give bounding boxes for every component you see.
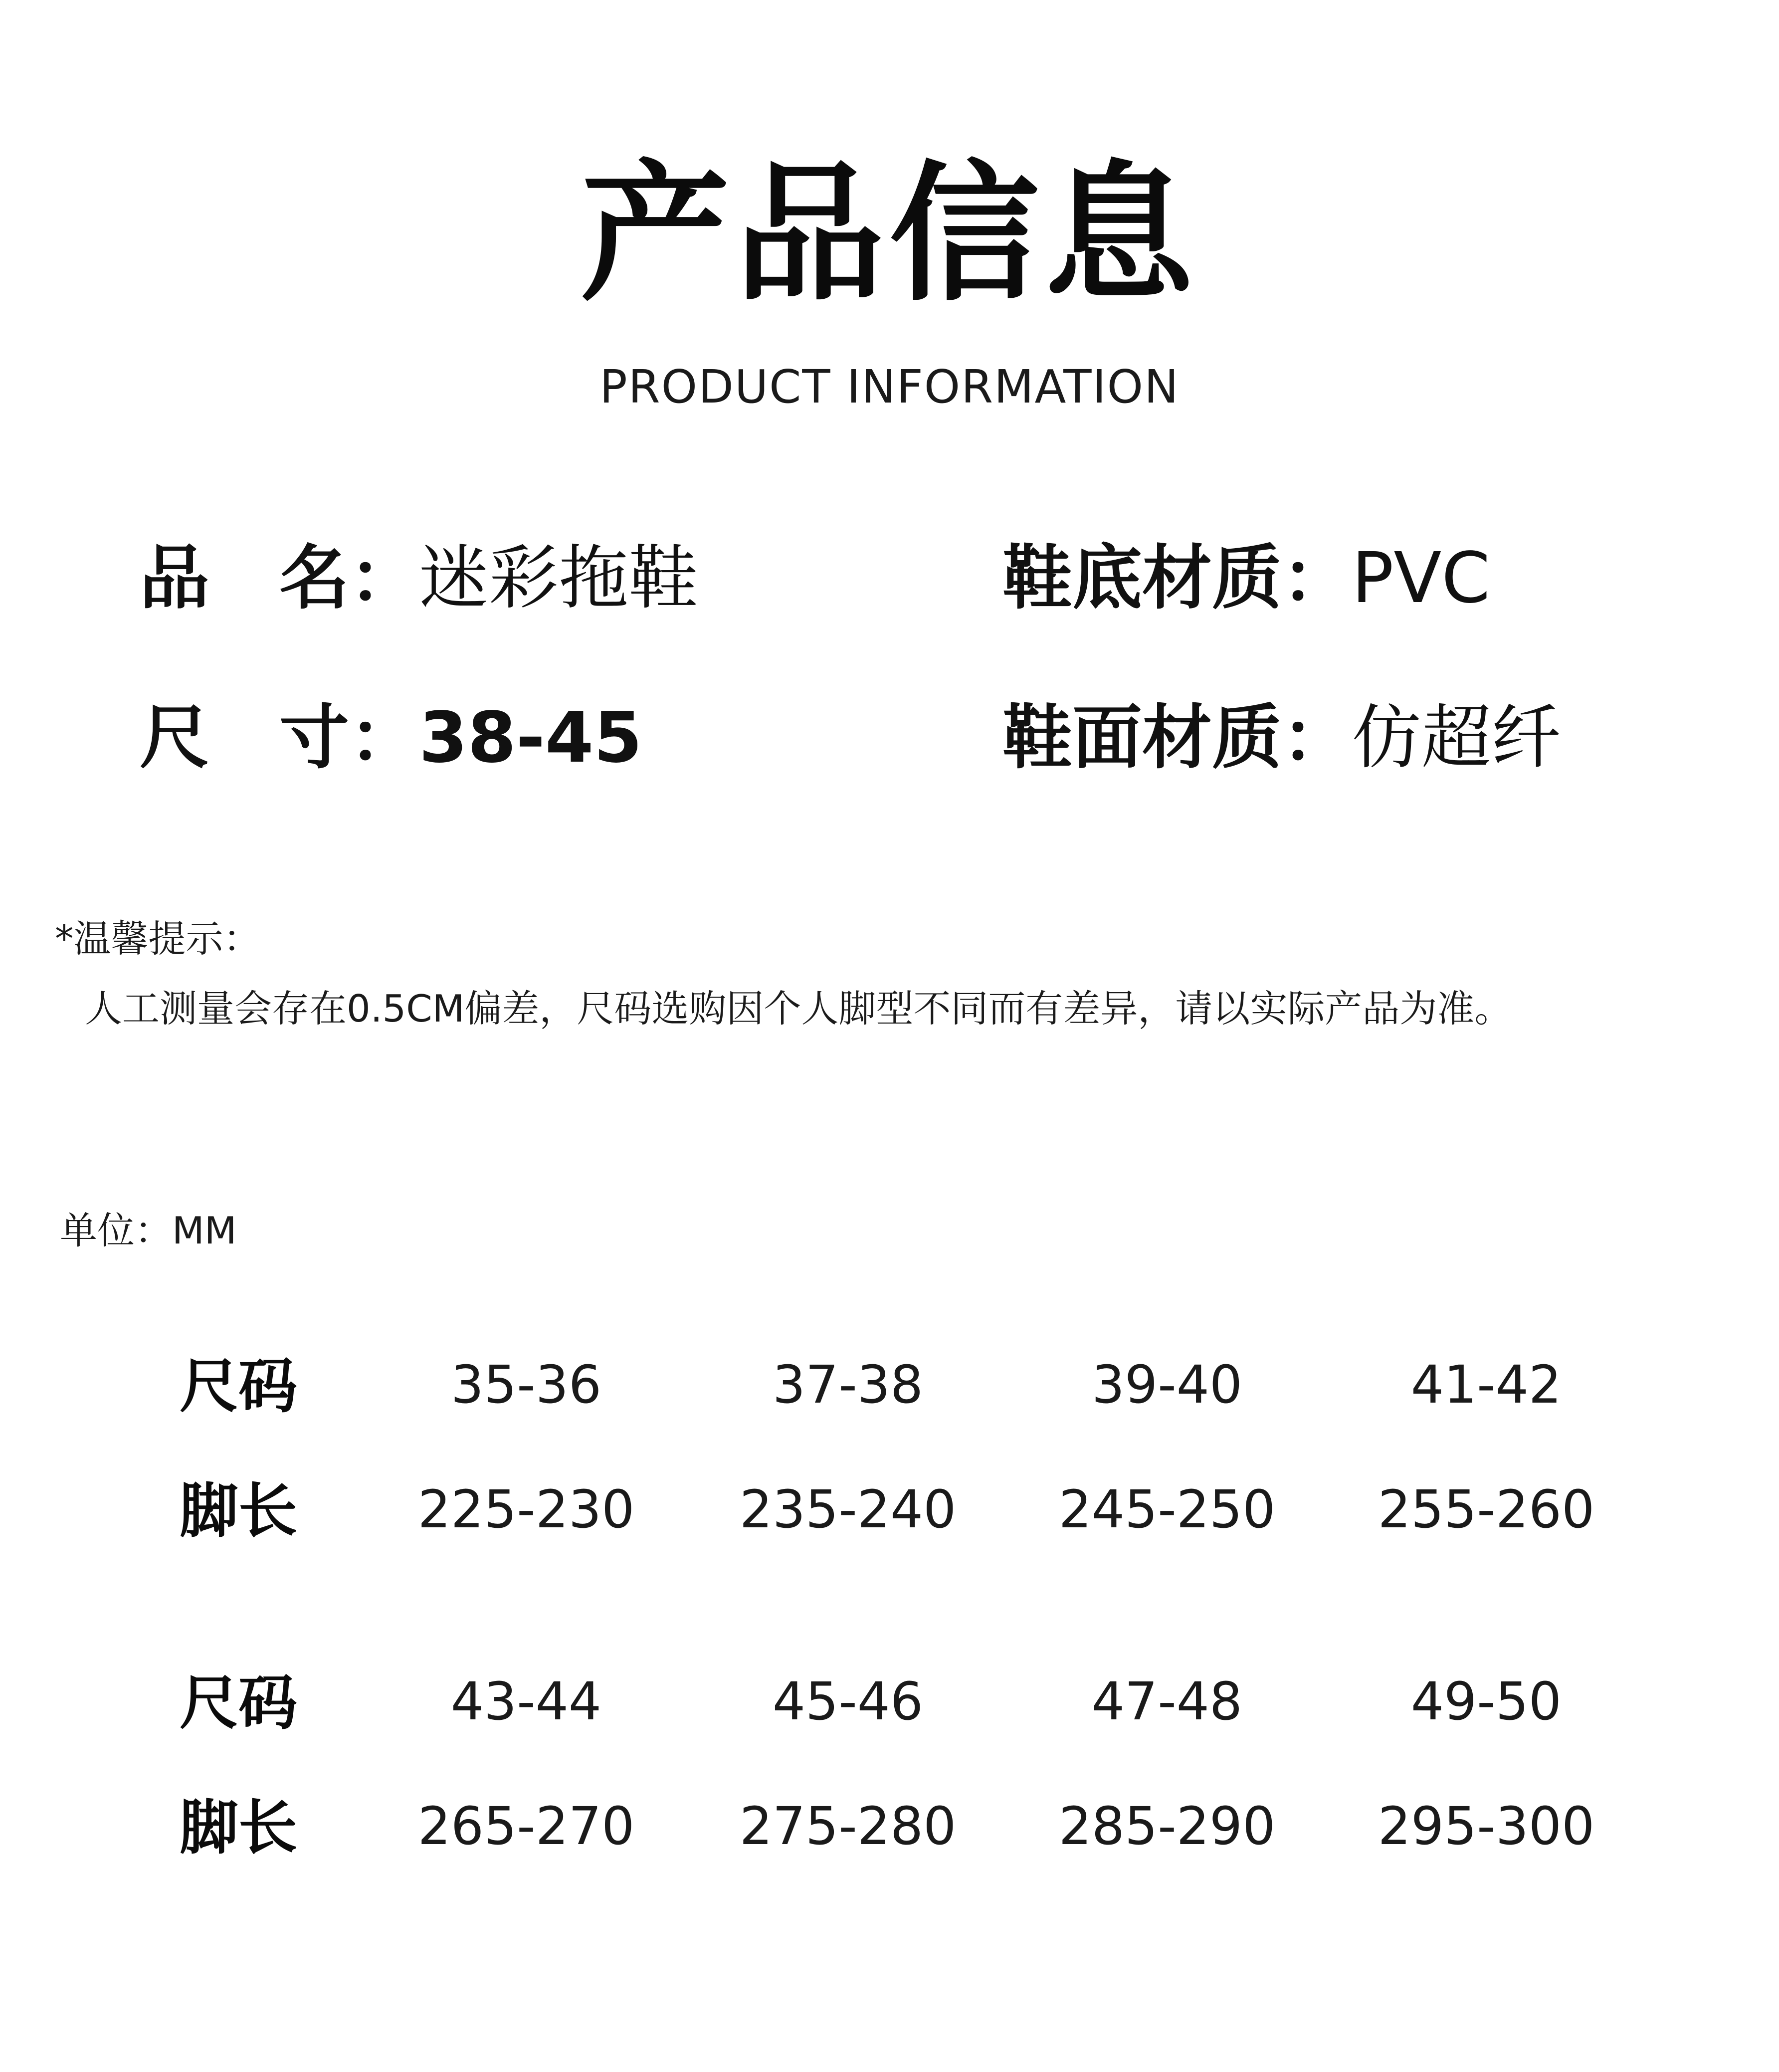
size-cell: 37-38	[772, 1354, 924, 1415]
size-row	[0, 1668, 1779, 1743]
size-cell: 45-46	[772, 1671, 924, 1732]
foot-length-cell: 225-230	[417, 1479, 635, 1540]
info-upper-material-value: 仿超纤	[1352, 697, 1562, 779]
foot-length-cell: 255-260	[1378, 1479, 1595, 1540]
size-cell: 43-44	[450, 1671, 602, 1732]
page-title: 产品信息	[580, 147, 1199, 321]
foot-length-cell: 285-290	[1058, 1796, 1276, 1857]
tip-text: 人工测量会存在0.5CM偏差，尺码选购因个人脚型不同而有差异，请以实际产品为准。	[85, 987, 1512, 1031]
foot-length-cell: 245-250	[1058, 1479, 1276, 1540]
size-cell: 41-42	[1410, 1354, 1562, 1415]
info-sole-material-label: 鞋底材质：	[1002, 538, 1352, 619]
info-size	[140, 697, 642, 779]
info-product-name-label: 品 名：	[140, 538, 419, 619]
foot-length-cell: 275-280	[739, 1796, 957, 1857]
foot-length-cell: 265-270	[417, 1796, 635, 1857]
info-upper-material-label: 鞋面材质：	[1002, 697, 1352, 779]
size-row	[0, 1352, 1779, 1427]
info-product-name	[140, 538, 699, 619]
page-subtitle: PRODUCT INFORMATION	[599, 360, 1180, 414]
foot-length-row-label: 脚长	[180, 1793, 298, 1862]
tip-title: *温馨提示：	[55, 917, 261, 961]
size-cell: 47-48	[1091, 1671, 1243, 1732]
foot-length-row	[0, 1476, 1779, 1551]
info-sole-material	[1002, 538, 1490, 619]
info-size-value: 38-45	[419, 697, 642, 779]
foot-length-cell: 295-300	[1378, 1796, 1595, 1857]
info-product-name-value: 迷彩拖鞋	[419, 538, 699, 619]
size-cell: 39-40	[1091, 1354, 1243, 1415]
info-upper-material	[1002, 697, 1562, 779]
unit-label: 单位：MM	[60, 1209, 237, 1252]
size-row-label: 尺码	[180, 1668, 298, 1737]
size-row-label: 尺码	[180, 1352, 298, 1421]
size-cell: 35-36	[450, 1354, 602, 1415]
foot-length-cell: 235-240	[739, 1479, 957, 1540]
size-cell: 49-50	[1410, 1671, 1562, 1732]
info-size-label: 尺 寸：	[140, 697, 419, 779]
foot-length-row	[0, 1793, 1779, 1868]
foot-length-row-label: 脚长	[180, 1476, 298, 1545]
info-sole-material-value: PVC	[1352, 538, 1490, 619]
